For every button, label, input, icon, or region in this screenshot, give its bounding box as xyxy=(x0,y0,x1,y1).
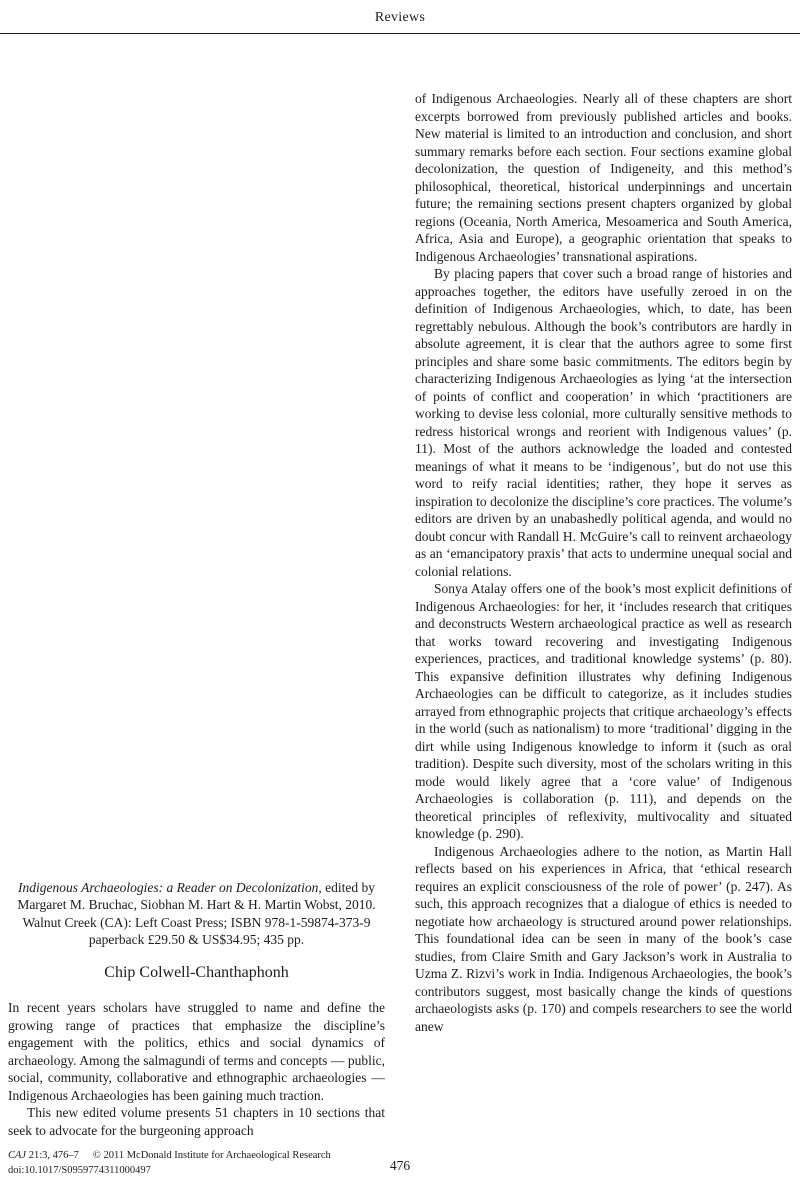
paragraph: In recent years scholars have struggled to name and define the growing range of practices that emphasize the discipline’s engagement with the politics, ethics and social dynamics of archaeology. Among the salmagundi of terms and concepts — public, social, community, collaborative and ethnographic archaeologies — Indigenous Archaeologies has been gaining much traction. xyxy=(8,1000,385,1103)
copyright-notice: © 2011 McDonald Institute for Archaeological Research xyxy=(92,1150,331,1161)
page-number: 476 xyxy=(389,1158,411,1173)
reviewer-name: Chip Colwell-Chanthaphonh xyxy=(104,963,289,981)
book-citation xyxy=(8,879,385,949)
citation-details: , edited by Margaret M. Bruchac, Siobhan M. Hart & H. Martin Wobst, 2010. Walnut Creek (CA): Left Coast Press; ISBN 978-1-59874-373-9 paperback £29.50 & US$34.95; 435 pp. xyxy=(17,879,376,947)
left-column xyxy=(8,34,385,1186)
journal-abbreviation: CAJ xyxy=(8,1150,27,1161)
right-column xyxy=(415,34,792,1186)
doi: doi:10.1017/S0959774311000497 xyxy=(8,1165,151,1176)
paragraph: Sonya Atalay offers one of the book’s most explicit definitions of Indigenous Archaeologies: for her, it ‘includes research that critiques and deconstructs Western archaeological practice as well as research that works toward recovering and investigating Indigenous experiences, practices, and traditional knowledge systems’ (p. 80). This expansive definition illustrates why defining Indigenous Archaeologies can be difficult to categorize, as it includes studies arrayed from ethnographic projects that critique archaeology’s effects in the world (such as nationalism) to more ‘traditional’ digging in the dirt while using Indigenous knowledge to inform it (such as oral tradition). Despite such diversity, most of the scholars writing in this mode would likely agree that a ‘core value’ of Indigenous Archaeologies is collaboration (p. 111), and depends on the theoretical principles of reflexivity, multivocality and situated knowledge (p. 290). xyxy=(415,581,792,841)
paragraph: of Indigenous Archaeologies. Nearly all of these chapters are short excerpts borrowed from previously published articles and books. New material is limited to an introduction and conclusion, and short summary remarks before each section. Four sections examine global decolonization, the question of Indigeneity, and this method’s philosophical, theoretical, historical underpinnings and uncertain future; the remaining sections present chapters organized by global regions (Oceania, North America, Mesoamerica and South America, Africa, Asia and Europe), a geographic orientation that speaks to Indigenous Archaeologies’ transnational aspirations. xyxy=(415,91,792,264)
paragraph: This new edited volume presents 51 chapters in 10 sections that seek to advocate for the burgeoning approach xyxy=(8,1105,385,1138)
issue-pages: 21:3, 476–7 xyxy=(26,1150,79,1161)
paragraph: Indigenous Archaeologies adhere to the notion, as Martin Hall reflects based on his experiences in Africa, that ‘ethical research requires an explicit consciousness of the role of power’ (p. 247). As such, this approach recognizes that a dialogue of ethics is needed to negotiate how archaeology is structured around power relationships. This foundational idea can be seen in many of the book’s case studies, from Claire Smith and Gary Jackson’s work in Australia to Uzma Z. Rizvi’s work in India. Indigenous Archaeologies, the book’s contributors suggest, most basically change the kinds of questions archaeologists asks (p. 170) and compels researchers to see the world anew xyxy=(415,843,792,1034)
citation-book-title: Indigenous Archaeologies: a Reader on Decolonization xyxy=(18,879,319,895)
paragraph: By placing papers that cover such a broad range of histories and approaches together, the editors have usefully zeroed in on the definition of Indigenous Archaeologies, which, to date, has been regrettably nebulous. Although the book’s contributors are hardly in absolute agreement, it is clear that the authors agree to some first principles and share some basic commitments. The editors begin by characterizing Indigenous Archaeologies as lying ‘at the intersection of points of conflict and cooperation’ in which ‘practitioners are working to devise less colonial, more culturally sensitive methods to redress historical wrongs and reorient with Indigenous values’ (p. 11). Most of the authors acknowledge the loaded and contested meanings of what it means to be ‘indigenous’, but do not use this word to reify racial identities; rather, they hope it serves as inspiration to decolonize the discipline’s core practices. The volume’s editors are driven by an unabashedly political agenda, and would no doubt concur with Randall H. McGuire’s call to reinvent archaeology as an ‘emancipatory praxis’ that acts to undermine unequal social and colonial relations. xyxy=(415,266,792,579)
page-header xyxy=(0,0,800,34)
running-head: Reviews xyxy=(374,10,426,25)
two-column-layout xyxy=(8,34,792,1186)
